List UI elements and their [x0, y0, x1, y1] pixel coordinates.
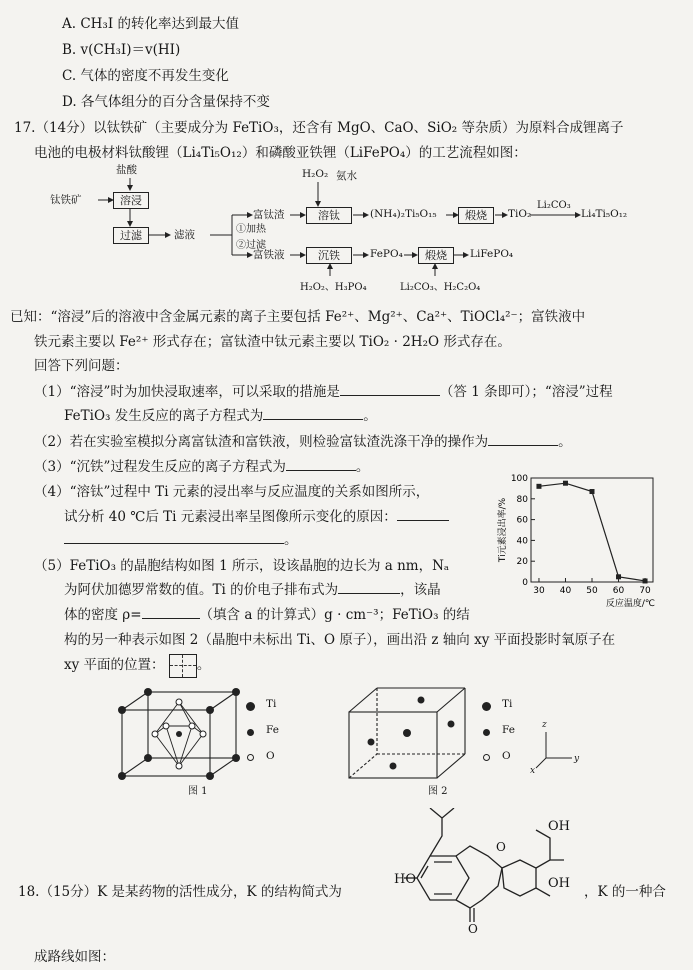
- data-point: [563, 481, 568, 486]
- known-line2: 铁元素主要以 Fe²⁺ 形式存在；富钛渣中钛元素主要以 TiO₂ · 2H₂O 形式存在。: [34, 334, 511, 350]
- series-line: [539, 483, 645, 581]
- flow-filter-box: 过滤: [113, 227, 149, 244]
- part1-text-c: FeTiO₃ 发生反应的离子方程式为: [64, 408, 264, 424]
- flow-acid-label: 盐酸: [116, 164, 137, 176]
- q17-part5-line2: [64, 578, 441, 598]
- fe-legend-icon: [247, 729, 254, 736]
- x-tick-label: 60: [612, 586, 625, 596]
- data-point: [536, 484, 541, 489]
- axis-z-label: z: [542, 720, 547, 730]
- flow-tio2-label: TiO₂: [508, 208, 532, 220]
- part4-text: 试分析 40 ℃后 Ti 元素浸出率呈图像所示变化的原因：: [64, 509, 397, 525]
- o-legend-label: O: [266, 750, 275, 762]
- flow-li4ti5o12-label: Li₄Ti₅O₁₂: [581, 208, 628, 220]
- y-tick-label: 20: [516, 557, 528, 568]
- flow-calcine1-box: 煅烧: [458, 207, 494, 224]
- part5-text-c: 体的密度 ρ=: [64, 607, 142, 623]
- y-tick-label: 0: [522, 578, 528, 588]
- flow-reagents-li-label: Li₂CO₃、H₂C₂O₄: [400, 282, 481, 293]
- q17-part4-line2: [64, 505, 449, 525]
- part5-blank-1: [338, 581, 400, 594]
- part2-text: （2）若在实验室模拟分离富钛渣和富铁液，则检验富钛渣洗涤干净的操作为: [34, 434, 489, 450]
- q17-part5-line1: （5）FeTiO₃ 的晶胞结构如图 1 所示，设该晶胞的边长为 a nm，Nₐ: [34, 558, 450, 574]
- q17-part3: （3）“沉铁”过程发生反应的离子方程式为 。: [34, 459, 370, 475]
- flow-ti-product-label: (NH₄)₂Ti₅O₁₅: [370, 208, 437, 220]
- part1-blank-2: [263, 407, 363, 420]
- ti-legend-label-2: Ti: [502, 698, 513, 710]
- q17-part5-line3: [64, 603, 470, 623]
- x-tick-label: 40: [559, 586, 572, 596]
- x-tick-label: 30: [533, 586, 545, 596]
- q17-part1-line1: [34, 380, 613, 400]
- flow-reagents-fe-label: H₂O₂、H₃PO₄: [300, 282, 367, 293]
- part1-text-a: （1）“溶浸”时为加快浸取速率，可以采取的措施是: [34, 384, 340, 400]
- option-c: C. 气体的密度不再发生变化: [62, 68, 229, 84]
- axis-y-label: y: [574, 754, 580, 764]
- q18-line1: 18.（15分）K 是某药物的活性成分，K 的结构简式为: [18, 884, 342, 900]
- flow-ore-label: 钛铁矿: [50, 194, 82, 206]
- o-legend-icon-2: [483, 754, 490, 761]
- flow-fe-rich-label: 富铁液: [253, 249, 285, 261]
- o-legend-label-2: O: [502, 750, 511, 762]
- flow-heat-label: ①加热: [236, 224, 266, 235]
- data-point: [616, 574, 621, 579]
- x-tick-label: 70: [639, 586, 651, 596]
- fig2-caption: 图 2: [428, 786, 448, 797]
- option-d: D. 各气体组分的百分含量保持不变: [62, 94, 270, 110]
- leaching-rate-chart: [495, 472, 690, 607]
- flow-dissolve-box: 溶浸: [113, 192, 149, 209]
- projection-answer-box: [169, 654, 197, 678]
- q17-part4-line3: 。: [64, 528, 298, 548]
- part1-blank-1: [340, 383, 440, 396]
- q18-line2: 成路线如图：: [34, 949, 115, 965]
- fig2-legend: [482, 698, 522, 768]
- flow-ti-dissolve-box: 溶钛: [306, 207, 352, 224]
- k-ho-label: HO: [394, 872, 416, 887]
- y-tick-label: 60: [516, 515, 528, 526]
- part5-blank-2: [142, 606, 200, 619]
- x-tick-label: 50: [586, 586, 598, 596]
- fe-legend-label: Fe: [266, 724, 279, 736]
- q17-line1: 17.（14分）以钛铁矿（主要成分为 FeTiO₃，还含有 MgO、CaO、SiO₂ 等杂质）为原料合成锂离子: [14, 120, 624, 136]
- ti-legend-label: Ti: [266, 698, 277, 710]
- flow-h2o2-label: H₂O₂: [302, 168, 329, 180]
- flow-ti-rich-label: 富钛渣: [253, 209, 285, 221]
- data-point: [590, 489, 595, 494]
- part1-text-b: （答 1 条即可）；“溶浸”过程: [439, 384, 613, 400]
- part4-blank-1: [397, 508, 449, 521]
- q18-suffix: ，K 的一种合: [584, 884, 666, 900]
- axes-icon: [532, 724, 582, 774]
- part5-text-c2: （填含 a 的计算式）g · cm⁻³；FeTiO₃ 的结: [199, 607, 470, 623]
- flow-fepo4-label: FePO₄: [370, 248, 403, 260]
- fig1-crystal-cell: [110, 688, 250, 783]
- option-a: A. CH₃I 的转化率达到最大值: [62, 16, 239, 32]
- ti-legend-icon-2: [482, 702, 491, 711]
- fe-legend-label-2: Fe: [502, 724, 515, 736]
- q17-part4-line1: （4）“溶钛”过程中 Ti 元素的浸出率与反应温度的关系如图所示，: [34, 484, 430, 500]
- q17-line2: 电池的电极材料钛酸锂（Li₄Ti₅O₁₂）和磷酸亚铁锂（LiFePO₄）的工艺流程如图：: [34, 145, 527, 161]
- o-legend-icon: [247, 754, 254, 761]
- fig1-legend: [246, 698, 286, 768]
- flow-li2co3-label: Li₂CO₃: [537, 200, 571, 211]
- part4-blank-2: [64, 531, 284, 544]
- q17-part1-line2: FeTiO₃ 发生反应的离子方程式为 。: [64, 408, 377, 424]
- option-b: B. v(CH₃I)＝v(HI): [62, 42, 181, 58]
- flow-lifepo4-label: LiFePO₄: [470, 248, 514, 260]
- known-line1: 已知：“溶浸”后的溶液中含金属元素的离子主要包括 Fe²⁺、Mg²⁺、Ca²⁺、TiOCl₄²⁻；富铁液中: [10, 309, 586, 325]
- axis-x-label: x: [530, 766, 536, 776]
- fe-legend-icon-2: [483, 729, 490, 736]
- flow-ammonia-label: 氨水: [336, 170, 357, 182]
- x-axis-label: 反应温度/℃: [605, 599, 655, 607]
- part5-text-b2: ，该晶: [400, 582, 441, 598]
- ti-legend-icon: [246, 702, 255, 711]
- q17-part5-line4: 构的另一种表示如图 2（晶胞中未标出 Ti、O 原子），画出沿 z 轴向 xy 平面投影时氧原子在: [64, 632, 616, 648]
- fig2-crystal-cell: [345, 684, 485, 784]
- k-ring-o-label: O: [496, 840, 506, 854]
- flow-filter2-label: ②过滤: [236, 240, 266, 251]
- k-oh-label-2: OH: [548, 876, 570, 891]
- flow-filtrate-label: 滤液: [174, 229, 195, 241]
- k-oh-label-1: OH: [548, 819, 570, 834]
- y-tick-label: 80: [516, 494, 528, 505]
- y-tick-label: 40: [516, 536, 528, 547]
- part3-text: （3）“沉铁”过程发生反应的离子方程式为: [34, 459, 286, 475]
- process-flowchart: [50, 160, 628, 295]
- q17-part2: （2）若在实验室模拟分离富钛渣和富铁液，则检验富钛渣洗涤干净的操作为 。: [34, 434, 572, 450]
- fig1-caption: 图 1: [188, 786, 208, 797]
- part3-blank: [286, 458, 356, 471]
- flow-fe-precip-box: 沉铁: [306, 247, 352, 264]
- y-axis-label: Ti元素浸出率/%: [498, 497, 508, 563]
- k-ketone-o-label: O: [468, 922, 478, 936]
- data-point: [643, 578, 648, 583]
- part5-text-b: 为阿伏加德罗常数的值。Ti 的价电子排布式为: [64, 582, 339, 598]
- answer-heading: 回答下列问题：: [34, 358, 129, 374]
- y-tick-label: 100: [510, 474, 528, 484]
- part5-text-e: xy 平面的位置：: [64, 657, 165, 673]
- q17-part5-line5: xy 平面的位置： 。: [64, 653, 210, 678]
- part2-blank: [488, 433, 558, 446]
- flow-calcine2-box: 煅烧: [418, 247, 454, 264]
